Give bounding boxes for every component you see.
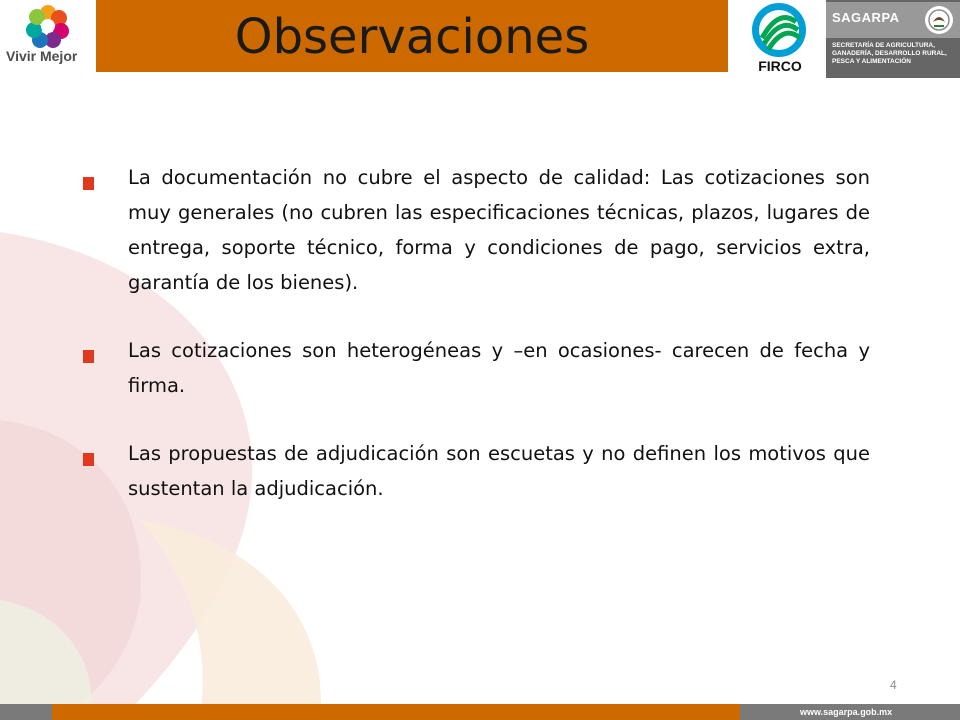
footer-gray-band bbox=[0, 704, 52, 720]
vivir-mejor-logo bbox=[0, 0, 96, 76]
bullet-square-icon bbox=[83, 177, 94, 190]
footer-url-link[interactable]: www.sagarpa.gob.mx bbox=[800, 707, 893, 717]
firco-emblem-icon bbox=[748, 2, 810, 58]
page-number: 4 bbox=[890, 678, 897, 692]
bullet-text: Las propuestas de adjudicación son escuetas y no definen los motivos que sustentan la adjudicación. bbox=[128, 442, 870, 500]
firco-label: FIRCO bbox=[758, 58, 802, 74]
bullet-square-icon bbox=[83, 350, 94, 363]
mexico-eagle-seal-icon bbox=[922, 4, 956, 36]
sagarpa-logo bbox=[826, 0, 960, 78]
bullet-text: La documentación no cubre el aspecto de calidad: Las cotizaciones son muy generales (no cubren las especificaciones técnicas, plazos, lugares de entrega, soporte técnico, forma y condiciones de pago, servicios extra, garantía de los bienes). bbox=[128, 166, 870, 294]
vivir-mejor-text: Vivir Mejor bbox=[6, 48, 78, 64]
flower-logo-icon bbox=[26, 4, 70, 48]
footer-orange-band bbox=[52, 704, 740, 720]
bullet-text: Las cotizaciones son heterogéneas y –en ocasiones- carecen de fecha y firma. bbox=[128, 339, 870, 397]
bullet-square-icon bbox=[83, 453, 94, 466]
sagarpa-subtitle: SECRETARÍA DE AGRICULTURA, GANADERÍA, DESARROLLO RURAL, PESCA Y ALIMENTACIÓN bbox=[832, 42, 947, 65]
bullet-item bbox=[80, 436, 870, 506]
firco-logo bbox=[742, 0, 816, 78]
bullet-list bbox=[80, 160, 870, 539]
sagarpa-name: SAGARPA bbox=[832, 10, 900, 25]
page-title: Observaciones bbox=[234, 9, 590, 65]
bullet-item bbox=[80, 333, 870, 403]
bullet-item bbox=[80, 160, 870, 300]
